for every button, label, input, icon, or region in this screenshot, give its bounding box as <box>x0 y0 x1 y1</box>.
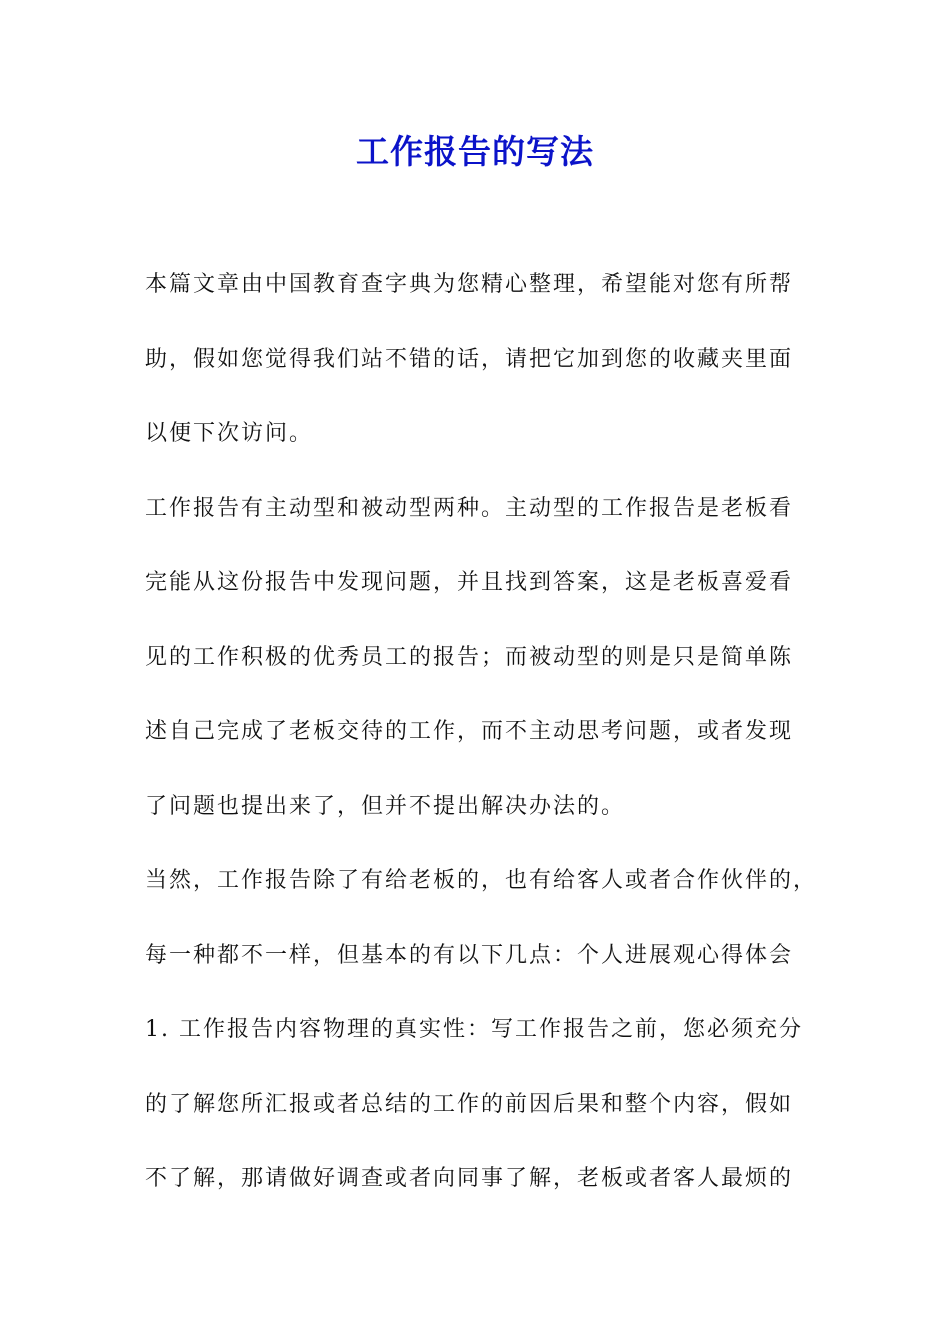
body-line: 见的工作积极的优秀员工的报告；而被动型的则是只是简单陈 <box>145 644 794 670</box>
body-line: 每一种都不一样，但基本的有以下几点：个人进展观心得体会 <box>145 942 794 968</box>
body-line: 完能从这份报告中发现问题，并且找到答案，这是老板喜爱看 <box>145 570 794 595</box>
document-title: 工作报告的写法 <box>356 132 594 171</box>
body-line: 了问题也提出来了，但并不提出解决办法的。 <box>145 793 626 819</box>
body-line: 本篇文章由中国教育查字典为您精心整理，希望能对您有所帮 <box>145 272 794 297</box>
document-body <box>145 262 835 1231</box>
body-line: 述自己完成了老板交待的工作，而不主动思考问题，或者发现 <box>145 719 794 744</box>
body-line: 的了解您所汇报或者总结的工作的前因后果和整个内容，假如 <box>145 1091 794 1117</box>
body-line: 1. 工作报告内容物理的真实性：写工作报告之前，您必须充分 <box>145 1017 803 1042</box>
body-line: 工作报告有主动型和被动型两种。主动型的工作报告是老板看 <box>145 495 794 521</box>
body-line: 当然，工作报告除了有给老板的，也有给客人或者合作伙伴的， <box>145 868 818 893</box>
body-line: 助，假如您觉得我们站不错的话，请把它加到您的收藏夹里面 <box>145 346 794 372</box>
body-line: 不了解，那请做好调查或者向同事了解，老板或者客人最烦的 <box>145 1166 794 1191</box>
body-line: 以便下次访问。 <box>145 421 314 446</box>
